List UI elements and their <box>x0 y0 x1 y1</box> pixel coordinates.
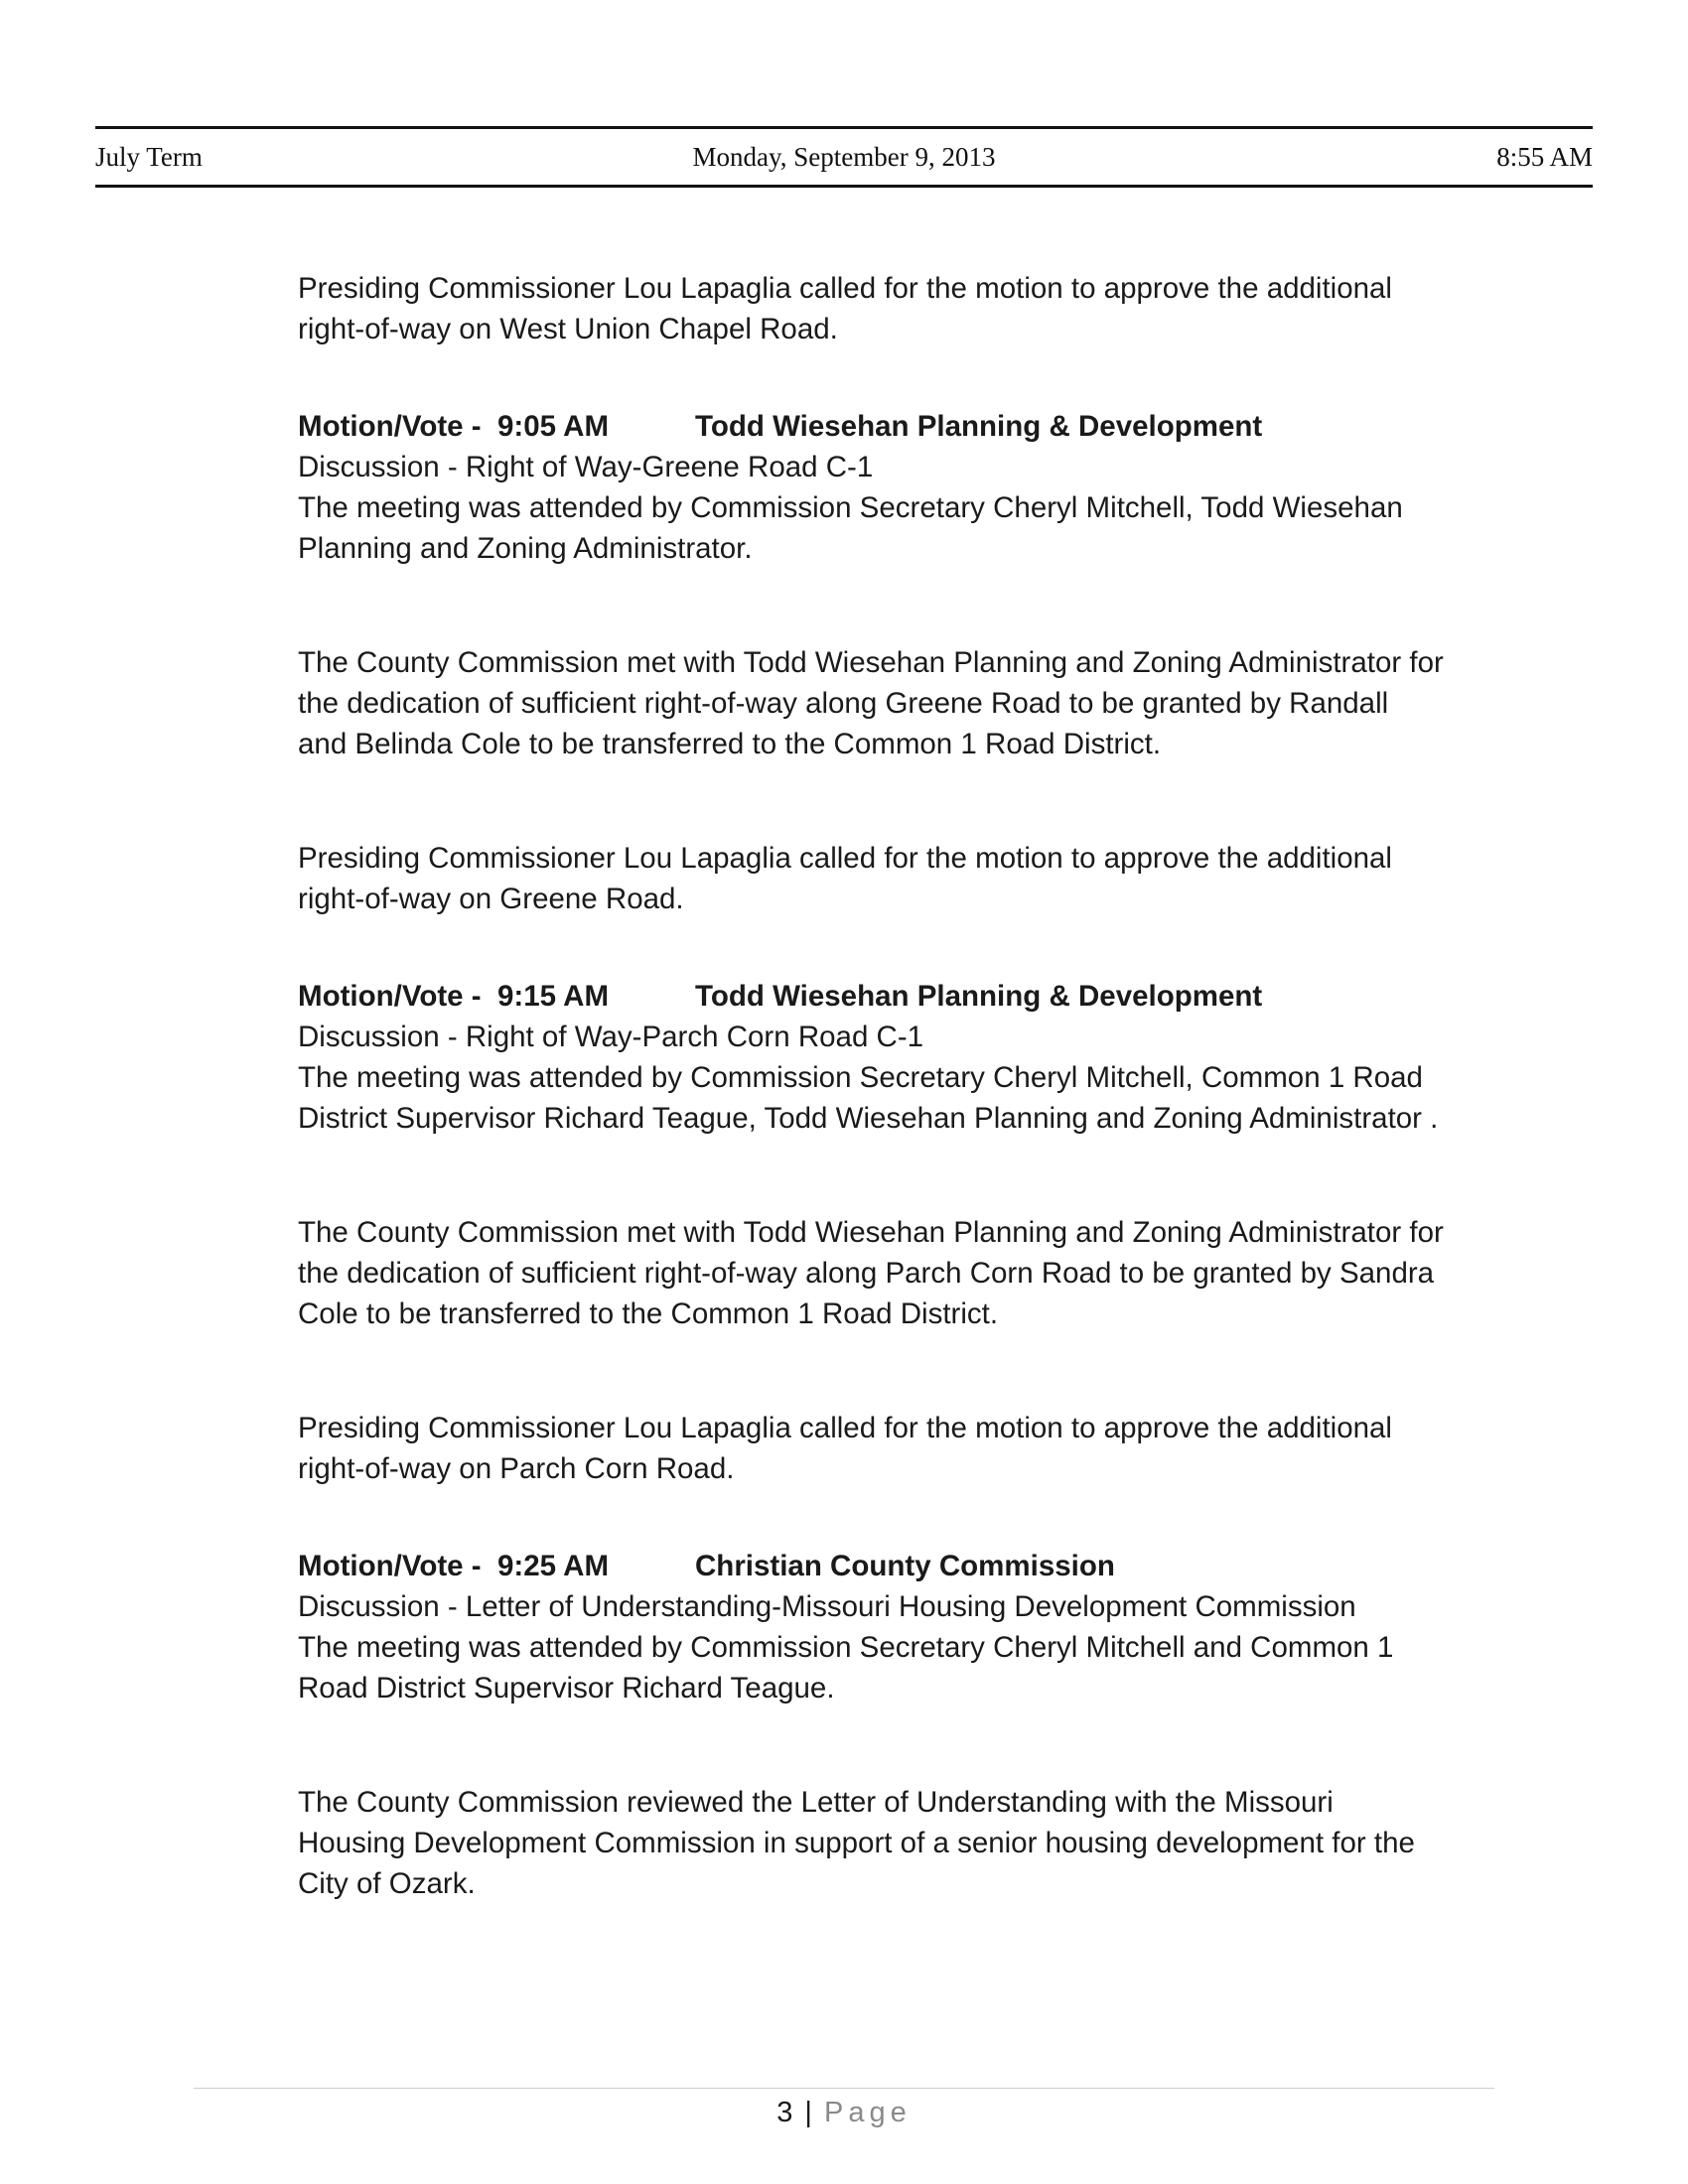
text-line: Cole to be transferred to the Common 1 Road District. <box>298 1297 999 1330</box>
agenda-item-discussion: Discussion - Letter of Understanding-Missouri Housing Development Commission <box>298 1590 1356 1623</box>
agenda-item-discussion: Discussion - Right of Way-Parch Corn Road C-1 <box>298 1021 924 1053</box>
minutes-body <box>298 268 1519 1904</box>
text-line: The County Commission met with Todd Wiesehan Planning and Zoning Administrator for <box>298 1216 1444 1249</box>
paragraph-summary <box>298 1782 1519 1904</box>
text-line: District Supervisor Richard Teague, Todd Wiesehan Planning and Zoning Administrator . <box>298 1102 1439 1135</box>
agenda-item <box>298 976 1519 1139</box>
text-line: right-of-way on Parch Corn Road. <box>298 1452 735 1485</box>
agenda-item-presenter: Todd Wiesehan Planning & Development <box>695 980 1263 1013</box>
text-line: the dedication of sufficient right-of-way along Parch Corn Road to be granted by Sandra <box>298 1257 1435 1290</box>
text-line: Planning and Zoning Administrator. <box>298 532 753 565</box>
header-date: Monday, September 9, 2013 <box>692 141 996 172</box>
agenda-item-time: Motion/Vote - 9:05 AM <box>298 410 610 443</box>
header-time: 8:55 AM <box>1496 141 1594 172</box>
text-line: Presiding Commissioner Lou Lapaglia called for the motion to approve the additional <box>298 272 1392 305</box>
paragraph-motion-call <box>298 268 1519 349</box>
text-line: The County Commission met with Todd Wiesehan Planning and Zoning Administrator for <box>298 646 1444 679</box>
agenda-item-time: Motion/Vote - 9:25 AM <box>298 1550 610 1582</box>
text-line: Presiding Commissioner Lou Lapaglia called for the motion to approve the additional <box>298 842 1392 875</box>
page-header <box>95 126 1593 188</box>
text-line: Road District Supervisor Richard Teague. <box>298 1672 835 1705</box>
agenda-item-title <box>298 976 1519 1017</box>
text-line: The County Commission reviewed the Letter of Understanding with the Missouri <box>298 1786 1334 1819</box>
paragraph-motion-call <box>298 1408 1519 1489</box>
page-footer <box>0 2093 1688 2132</box>
agenda-item-presenter: Christian County Commission <box>695 1550 1115 1582</box>
footer-divider <box>194 2088 1494 2089</box>
agenda-item-title <box>298 1546 1519 1586</box>
agenda-item-discussion: Discussion - Right of Way-Greene Road C-1 <box>298 451 874 483</box>
text-line: City of Ozark. <box>298 1867 476 1900</box>
header-term: July Term <box>95 141 203 172</box>
paragraph-motion-call <box>298 838 1519 919</box>
agenda-item <box>298 1546 1519 1708</box>
text-line: and Belinda Cole to be transferred to the Common 1 Road District. <box>298 728 1162 760</box>
agenda-item-presenter: Todd Wiesehan Planning & Development <box>695 410 1263 443</box>
text-line: The meeting was attended by Commission Secretary Cheryl Mitchell, Common 1 Road <box>298 1061 1423 1094</box>
agenda-item-time: Motion/Vote - 9:15 AM <box>298 980 610 1013</box>
text-line: Housing Development Commission in support of a senior housing development for the <box>298 1827 1415 1859</box>
paragraph-summary <box>298 642 1519 764</box>
page-label: Page <box>824 2097 912 2128</box>
agenda-item <box>298 406 1519 569</box>
page-number: 3 <box>776 2097 793 2128</box>
page-separator: | <box>804 2097 812 2128</box>
text-line: right-of-way on Greene Road. <box>298 883 684 915</box>
text-line: The meeting was attended by Commission Secretary Cheryl Mitchell and Common 1 <box>298 1631 1394 1664</box>
text-line: Presiding Commissioner Lou Lapaglia called for the motion to approve the additional <box>298 1412 1392 1444</box>
text-line: The meeting was attended by Commission Secretary Cheryl Mitchell, Todd Wiesehan <box>298 491 1403 524</box>
text-line: right-of-way on West Union Chapel Road. <box>298 313 838 345</box>
paragraph-summary <box>298 1212 1519 1334</box>
agenda-item-title <box>298 406 1519 447</box>
text-line: the dedication of sufficient right-of-way along Greene Road to be granted by Randall <box>298 687 1389 720</box>
